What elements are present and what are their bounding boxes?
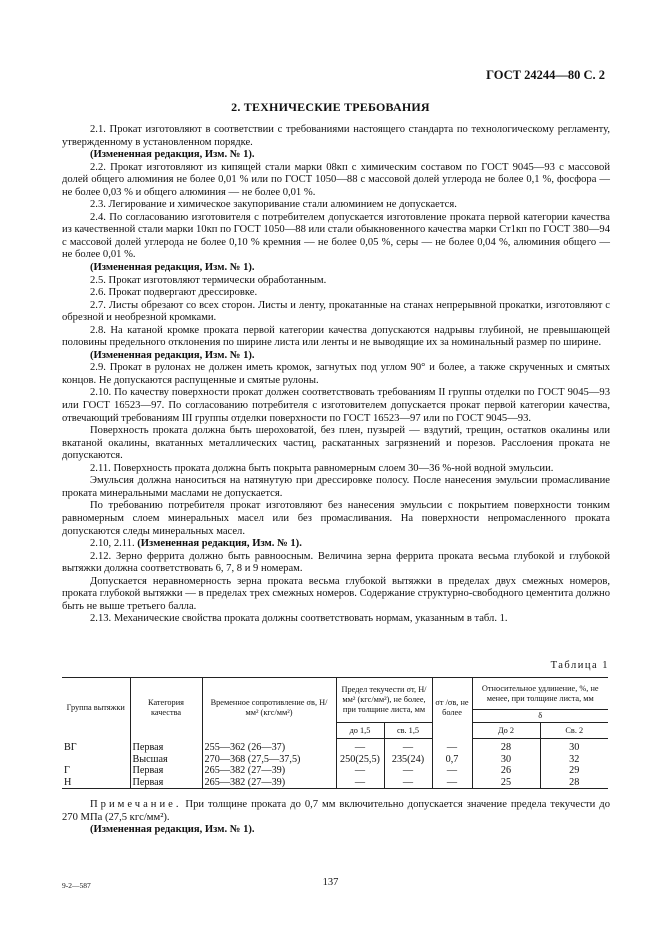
header-yield-thick: св. 1,5 [384, 723, 432, 739]
header-elongation: Относительное удлинение, %, не менее, при толщине листа, мм [472, 678, 608, 710]
cell-yield-thick: — [384, 777, 432, 789]
cell-strength: 270—368 (27,5—37,5) [202, 754, 336, 766]
paragraph: 2.2. Прокат изготовляют из кипящей стали марки 08кп с химическим составом по ГОСТ 9045—93 с массовой долей общего алюминия не более 0,01 % или по ГОСТ 1050—88 с массовой долей углерода не более 0,1 %, фосфора — не более 0,03 % и общего алюминия — не более 0,01 %. [62, 161, 610, 198]
header-elong-thick: Св. 2 [540, 723, 608, 739]
paragraph: По требованию потребителя прокат изготовляют без нанесения эмульсии с покрытием поверхности тонким равномерным слоем минеральных масел или без промасливания. На поверхности непромасленного проката допускаются следы минеральных масел. [62, 500, 610, 537]
header-elong-thin: До 2 [472, 723, 540, 739]
paragraph-amendment [62, 538, 610, 551]
paragraph: 2.9. Прокат в рулонах не должен иметь кромок, загнутых под углом 90° и более, а также скрученных и смятых концов. Не допускаются распущенные и смятые рулоны. [62, 362, 610, 386]
mechanical-properties-table [62, 677, 608, 789]
cell-yield-thin: — [336, 777, 384, 789]
cell-yield-thin: — [336, 739, 384, 754]
paragraph: 2.1. Прокат изготовляют в соответствии с требованиями настоящего стандарта по технологическому регламенту, утвержденному в установленном порядке. [62, 124, 610, 148]
cell-yield-thick: 235(24) [384, 754, 432, 766]
table-row [62, 777, 608, 789]
cell-yield-thin: 250(25,5) [336, 754, 384, 766]
table-caption: Таблица 1 [550, 660, 609, 671]
print-code: 9-2—587 [62, 881, 91, 890]
amendment-note: (Измененная редакция, Изм. № 1). [90, 262, 255, 274]
cell-group: ВГ [64, 741, 77, 753]
paragraph: Поверхность проката должна быть шероховатой, без плен, пузырей — вздутий, трещин, остатков окалины или вкатаной окалины, вкатанных металлических частиц, раскатанных загрязнений и порезов. Расслоения проката не допускаются. [62, 425, 610, 462]
header-yield-thin: до 1,5 [336, 723, 384, 739]
paragraph: 2.5. Прокат изготовляют термически обработанным. [90, 274, 327, 286]
table-row [62, 754, 608, 766]
cell-strength: 255—362 (26—37) [202, 739, 336, 754]
paragraph: 2.6. Прокат подвергают дрессировке. [90, 287, 258, 299]
paragraph: 2.3. Легирование и химическое закупоривание стали алюминием не допускается. [90, 199, 457, 211]
paragraph: 2.7. Листы обрезают со всех сторон. Листы и ленту, прокатанные на станах непрерывной прокатки, изготовляют с обрезной и необрезной кромками. [62, 299, 610, 324]
cell-category: Первая [130, 739, 202, 754]
cell-group [62, 754, 130, 766]
paragraph: 2.12. Зерно феррита должно быть равноосным. Величина зерна феррита проката весьма глубокой и глубокой вытяжки должна соответствовать 6, 7, 8 и 9 номерам. [62, 550, 610, 575]
document-header: ГОСТ 24244—80 С. 2 [486, 68, 605, 82]
cell-elong-thin: 28 [472, 739, 540, 754]
header-ratio: σт /σв, не более [432, 678, 472, 739]
cell-elong-thin: 25 [472, 777, 540, 789]
cell-ratio: 0,7 [432, 754, 472, 766]
header-yield: Предел текучести σт, Н/мм² (кгс/мм²), не более, при толщине листа, мм [336, 678, 432, 723]
note-text: При толщине проката до 0,7 мм включительно допускается значение предела текучести до 270 МПа (27,5 кгс/мм²). [62, 799, 610, 823]
cell-yield-thick: — [384, 739, 432, 754]
cell-strength: 265—382 (27—39) [202, 765, 336, 777]
page-number: 137 [322, 877, 339, 888]
cell-group: Н [62, 777, 130, 789]
paragraph: 2.11. Поверхность проката должна быть покрыта равномерным слоем 30—36 %-ной водной эмульсии. [90, 462, 554, 474]
cell-yield-thick: — [384, 765, 432, 777]
table-row [62, 739, 608, 754]
cell-elong-thin: 30 [472, 754, 540, 766]
cell-yield-thin: — [336, 765, 384, 777]
cell-elong-thick: 32 [540, 754, 608, 766]
paragraph: Допускается неравномерность зерна проката весьма глубокой вытяжки в пределах двух смежных номеров, проката глубокой вытяжки — в пределах трех смежных номеров. Содержание структурно-свободного цементита должно быть не выше третьего балла. [62, 575, 610, 612]
amendment-prefix: 2.10, 2.11. [90, 538, 138, 550]
cell-category: Первая [130, 765, 202, 777]
cell-ratio: — [432, 739, 472, 754]
amendment-note: (Измененная редакция, Изм. № 1). [90, 824, 255, 836]
paragraph: 2.10. По качеству поверхности прокат должен соответствовать требованиям II группы отделки по ГОСТ 9045—93 или ГОСТ 16523—97. По согласованию потребителя с изготовителем допускается прокат первой категории качества, отвечающий требованиям III группы отделки поверхности по ГОСТ 16523—97 или по ГОСТ 9045—93. [62, 387, 610, 424]
amendment-note: (Измененная редакция, Изм. № 1). [90, 349, 255, 361]
cell-elong-thick: 29 [540, 765, 608, 777]
header-category: Категория качества [130, 678, 202, 739]
cell-category: Первая [130, 777, 202, 789]
header-delta: δ [472, 710, 608, 723]
amendment-note: (Измененная редакция, Изм. № 1). [137, 538, 302, 550]
paragraph: 2.8. На катаной кромке проката первой категории качества допускаются надрывы глубиной, не превышающей половины предельного отклонения по ширине листа или ленты и не выводящие их за номинальный размер по ширине. [62, 324, 610, 349]
header-strength: Временное сопротивление σв, Н/мм² (кгс/мм²) [202, 678, 336, 739]
paragraph: Эмульсия должна наноситься на натянутую при дрессировке полосу. После нанесения эмульсии промасливание проката минеральными маслами не допускается. [62, 475, 610, 499]
note-paragraph [62, 799, 610, 824]
cell-ratio: — [432, 777, 472, 789]
paragraph: 2.13. Механические свойства проката должны соответствовать нормам, указанным в табл. 1. [90, 613, 508, 625]
cell-elong-thin: 26 [472, 765, 540, 777]
body-text [62, 124, 610, 626]
section-title: 2. ТЕХНИЧЕСКИЕ ТРЕБОВАНИЯ [231, 100, 430, 114]
header-group: Группа вытяжки [62, 678, 130, 739]
cell-elong-thick: 30 [540, 739, 608, 754]
cell-strength: 265—382 (27—39) [202, 777, 336, 789]
table-note [62, 799, 610, 837]
amendment-note: (Измененная редакция, Изм. № 1). [90, 149, 255, 161]
table-row [62, 765, 608, 777]
cell-ratio: — [432, 765, 472, 777]
cell-group: Г [64, 765, 70, 777]
cell-category: Высшая [130, 754, 202, 766]
note-label: Примечание. [90, 799, 182, 810]
cell-elong-thick: 28 [540, 777, 608, 789]
paragraph: 2.4. По согласованию изготовителя с потребителем допускается изготовление проката первой категории качества из качественной стали марки 10кп по ГОСТ 1050—88 или стали обыкновенного качества марки Ст1кп по ГОСТ 380—94 с массовой долей углерода не более 0,10 % кремния — не более 0,05 %, серы — не более 0,04 %, алюминия общего — не более 0,01 %. [62, 211, 610, 261]
